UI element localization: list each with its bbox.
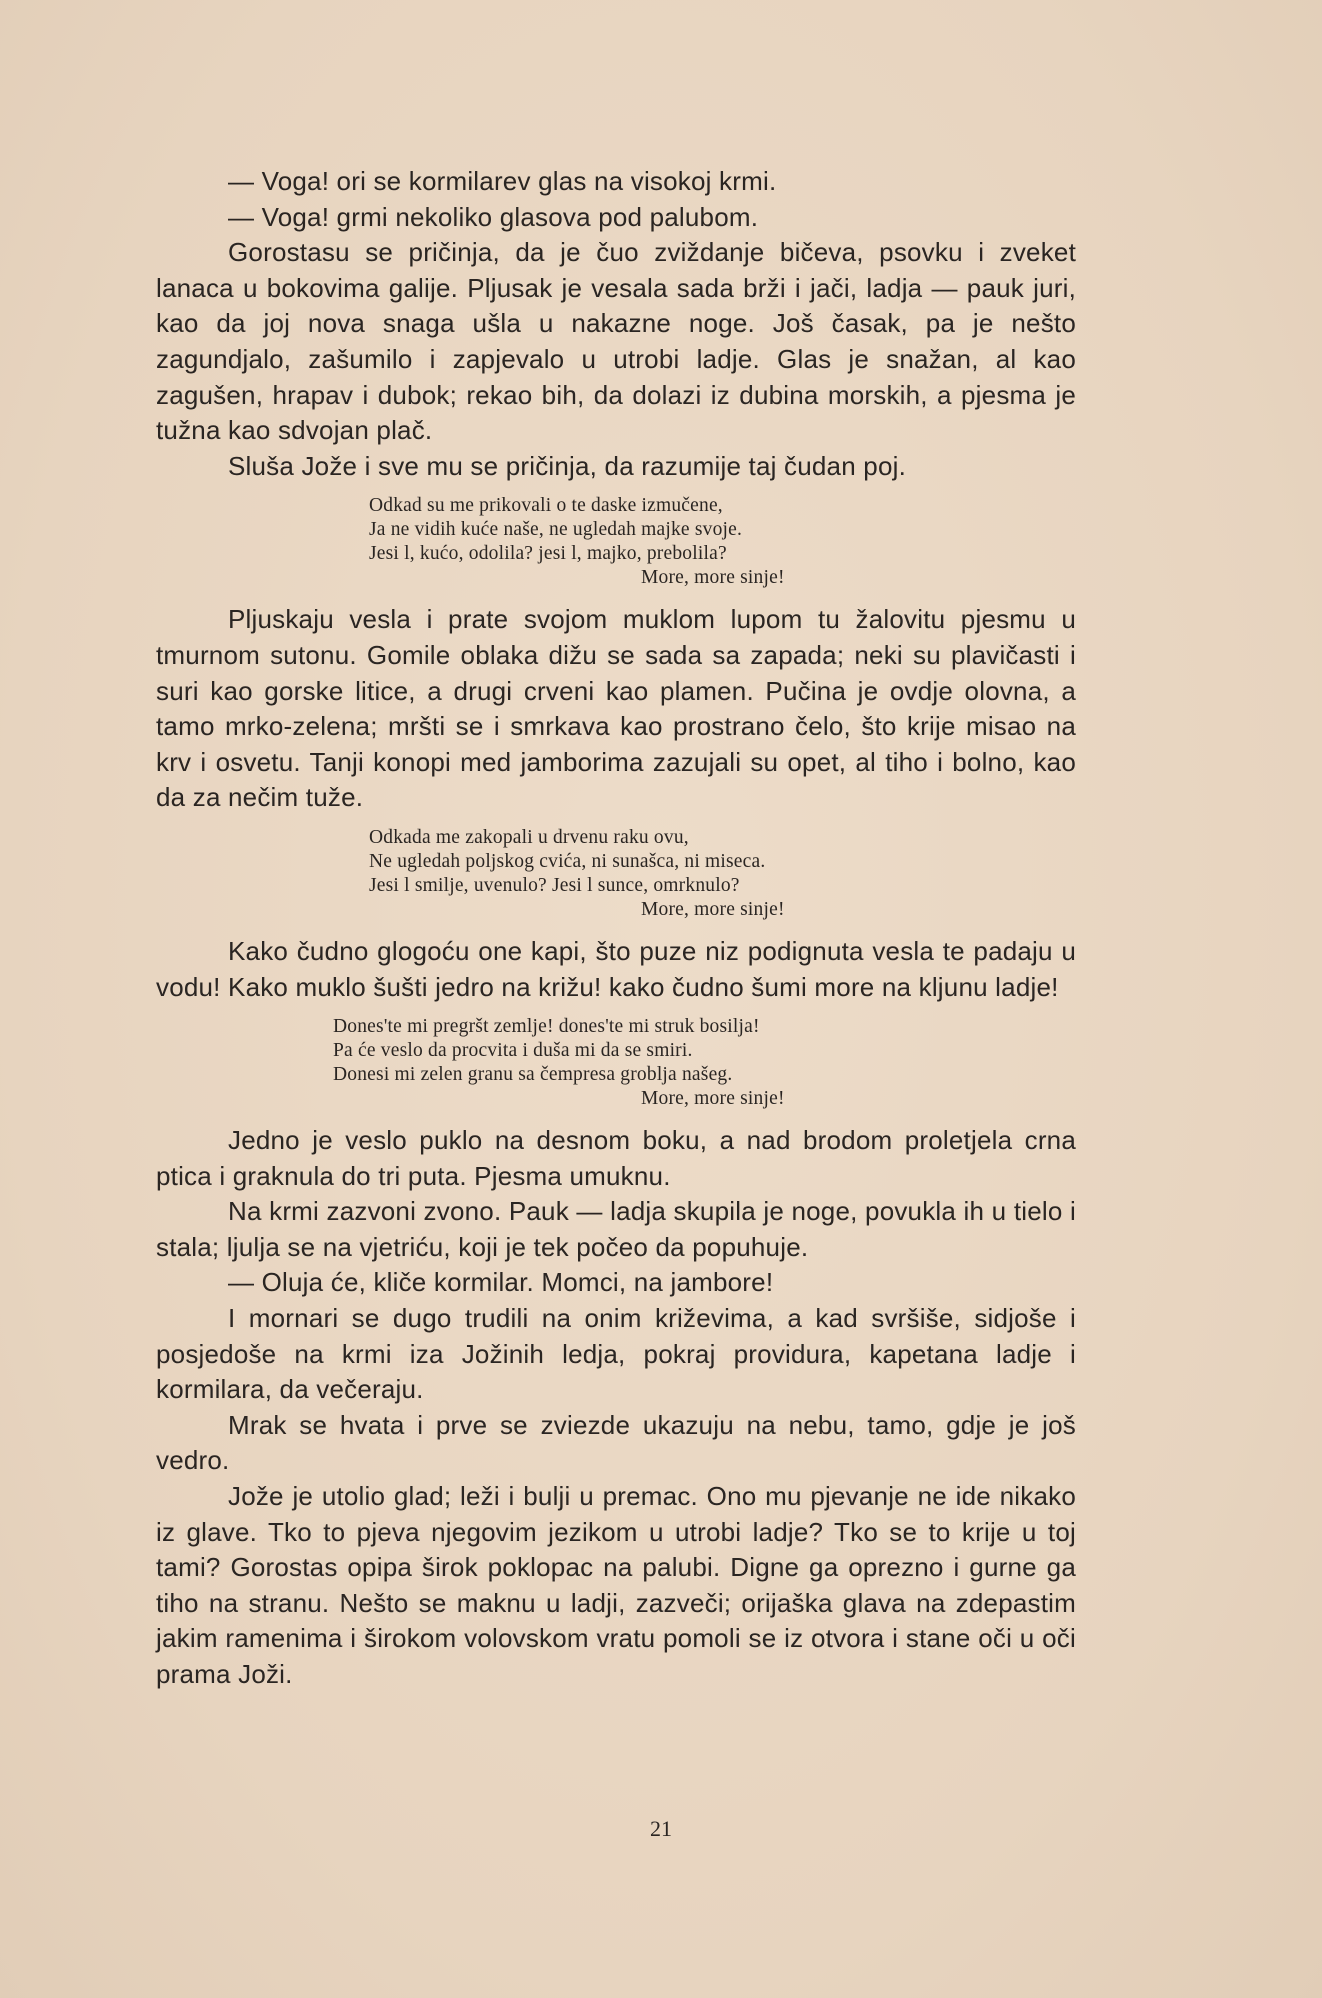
verse-line: Pa će veslo da procvita i duša mi da se smiri. (333, 1040, 693, 1062)
song-verse-3 (156, 1015, 1076, 1111)
verse-line: Jesi l, kućo, odolila? jesi l, majko, prebolila? (369, 543, 727, 565)
verse-refrain: More, more sinje! (641, 898, 785, 920)
verse-line: Dones'te mi pregršt zemlje! dones'te mi struk bosilja! (333, 1016, 760, 1038)
verse-refrain: More, more sinje! (641, 567, 785, 589)
verse-line: Odkad su me prikovali o te daske izmučene, (369, 495, 723, 517)
paragraph: Sluša Jože i sve mu se pričinja, da razumije taj čudan poj. (228, 450, 907, 481)
song-verse-2 (156, 826, 1076, 922)
paragraph: Jože je utolio glad; leži i bulji u premac. Ono mu pjevanje ne ide nikako iz glave. Tko to pjeva njegovim jezikom u utrobi ladje? Tko se to krije u toj tami? Gorostas opipa širok poklopac na palubi. Digne ga oprezno i gurne ga tiho na stranu. Nešto se maknu u ladji, zazveči; orijaška glava na zdepastim jakim ramenima i širokom volovskom vratu pomoli se iz otvora i stane oči u oči prama Joži. (156, 1481, 1076, 1689)
verse-line: Ne ugledah poljskog cvića, ni sunašca, ni miseca. (369, 850, 766, 872)
verse-line: Jesi l smilje, uvenulo? Jesi l sunce, omrknulo? (369, 874, 740, 896)
verse-line: Donesi mi zelen granu sa čempresa groblja našeg. (333, 1064, 733, 1086)
paragraph: Pljuskaju vesla i prate svojom muklom lupom tu žalovitu pjesmu u tmurnom sutonu. Gomile oblaka dižu se sada sa zapada; neki su plavičasti i suri kao gorske litice, a drugi crveni kao plamen. Pučina je ovdje olovna, a tamo mrko-zelena; mršti se i smrkava kao prostrano čelo, što krije misao na krv i osvetu. Tanji konopi med jamborima zazujali su opet, al tiho i bolno, kao da za nečim tuže. (156, 604, 1076, 813)
verse-line: Odkada me zakopali u drvenu raku ovu, (369, 826, 689, 848)
paragraph: Mrak se hvata i prve se zviezde ukazuju na nebu, tamo, gdje je još vedro. (156, 1409, 1076, 1476)
page-number: 21 (650, 1816, 672, 1841)
paragraph: I mornari se dugo trudili na onim križevima, a kad svršiše, sidjoše i posjedoše na krmi iza Jožinih ledja, pokraj providura, kapetana ladje i kormilara, da večeraju. (156, 1303, 1076, 1405)
verse-refrain: More, more sinje! (641, 1088, 785, 1110)
paragraph: Gorostasu se pričinja, da je čuo zviždanje bičeva, psovku i zveket lanaca u bokovima galije. Pljusak je vesala sada brži i jači, ladja — pauk juri, kao da joj nova snaga ušla u nakazne noge. Još časak, pa je nešto zagundjalo, zašumilo i zapjevalo u utrobi ladje. Glas je snažan, al kao zagušen, hrapav i dubok; rekao bih, da dolazi iz dubina morskih, a pjesma je tužna kao sdvojan plač. (156, 237, 1076, 446)
paragraph: Jedno je veslo puklo na desnom boku, a nad brodom proletjela crna ptica i graknula do tri puta. Pjesma umuknu. (156, 1125, 1076, 1191)
paragraph: Kako čudno glogoću one kapi, što puze niz podignuta vesla te padaju u vodu! Kako muklo šušti jedro na križu! kako čudno šumi more na kljunu ladje! (156, 935, 1076, 1002)
paragraph: — Voga! ori se kormilarev glas na visokoj krmi. (228, 166, 777, 196)
paragraph: — Voga! grmi nekoliko glasova pod palubom. (228, 201, 759, 232)
body-text (156, 164, 1076, 1693)
paragraph: Na krmi zazvoni zvono. Pauk — ladja skupila je noge, povukla ih u tielo i stala; ljulja se na vjetriću, koji je tek počeo da popuhuje. (156, 1196, 1076, 1262)
paragraph: — Oluja će, kliče kormilar. Momci, na jambore! (228, 1267, 774, 1298)
verse-line: Ja ne vidih kuće naše, ne ugledah majke svoje. (369, 519, 743, 541)
song-verse-1 (156, 494, 1076, 590)
